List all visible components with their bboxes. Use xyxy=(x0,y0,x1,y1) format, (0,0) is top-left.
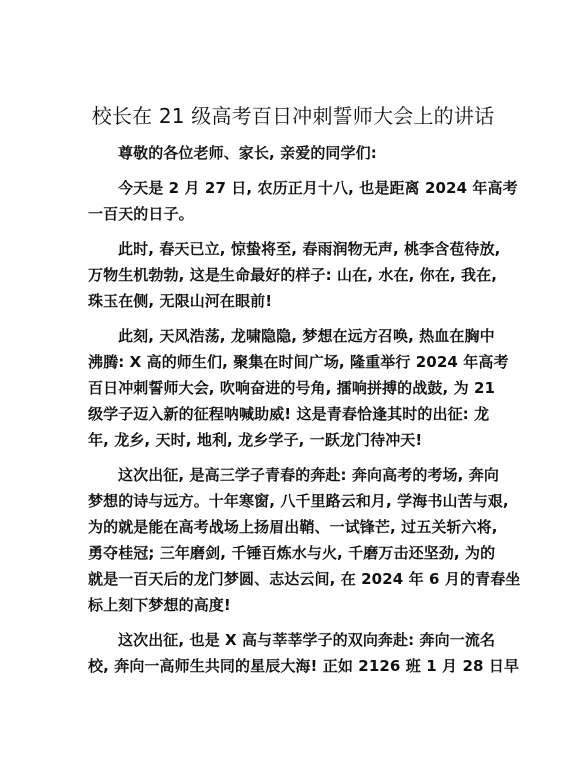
paragraph-spring xyxy=(88,236,510,314)
paragraph-two-way-journey xyxy=(88,627,520,679)
text-line: 百日冲刺誓师大会, 吹响奋进的号角, 擂响拼搏的战鼓, 为 21 xyxy=(88,379,496,397)
text-line: 为的就是能在高考战场上扬眉出鞘、一试锋芒, 过五关斩六将, xyxy=(88,518,498,536)
text-line: 就是一百天后的龙门梦圆、志达云间, 在 2024 年 6 月的青春坐 xyxy=(88,570,521,588)
paragraph-youth-journey xyxy=(88,462,521,618)
text-line: 此时, 春天已立, 惊蛰将至, 春雨润物无声, 桃李含苞待放, xyxy=(118,240,501,258)
paragraph-assembly xyxy=(88,323,510,453)
text-line: 珠玉在侧, 无限山河在眼前! xyxy=(88,292,273,310)
paragraph-greeting xyxy=(88,140,510,166)
text-line: 万物生机勃勃, 这是生命最好的样子: 山在, 水在, 你在, 我在, xyxy=(88,266,498,284)
text-line: 一百天的日子。 xyxy=(88,205,194,223)
text-line: 此刻, 天风浩荡, 龙啸隐隐, 梦想在远方召唤, 热血在胸中 xyxy=(118,327,495,345)
text-line: 这次出征, 是高三学子青春的奔赴: 奔向高考的考场, 奔向 xyxy=(118,466,499,484)
paragraph-date xyxy=(88,175,518,227)
text-line: 级学子迈入新的征程呐喊助威! 这是青春恰逢其时的出征: 龙 xyxy=(88,405,490,423)
document-body xyxy=(88,140,521,688)
document-title: 校长在 21 级高考百日冲刺誓师大会上的讲话 xyxy=(91,104,495,128)
text-line: 梦想的诗与远方。十年寒窗, 八千里路云和月, 学海书山苦与艰, xyxy=(88,492,509,510)
text-line: 校, 奔向一高师生共同的星辰大海! 正如 2126 班 1 月 28 日早 xyxy=(88,657,520,675)
text-line: 年, 龙乡, 天时, 地利, 龙乡学子, 一跃龙门待冲天! xyxy=(88,431,423,449)
text-line: 勇夺桂冠; 三年磨剑, 千锤百炼水与火, 千磨万击还坚劲, 为的 xyxy=(88,544,496,562)
text-line: 标上刻下梦想的高度! xyxy=(88,596,231,614)
text-line: 尊敬的各位老师、家长, 亲爱的同学们: xyxy=(118,144,377,162)
text-line: 今天是 2 月 27 日, 农历正月十八, 也是距离 2024 年高考 xyxy=(118,179,518,197)
text-line: 这次出征, 也是 X 高与莘莘学子的双向奔赴: 奔向一流名 xyxy=(118,631,496,649)
text-line: 沸腾: X 高的师生们, 聚集在时间广场, 隆重举行 2024 年高考 xyxy=(88,353,509,371)
